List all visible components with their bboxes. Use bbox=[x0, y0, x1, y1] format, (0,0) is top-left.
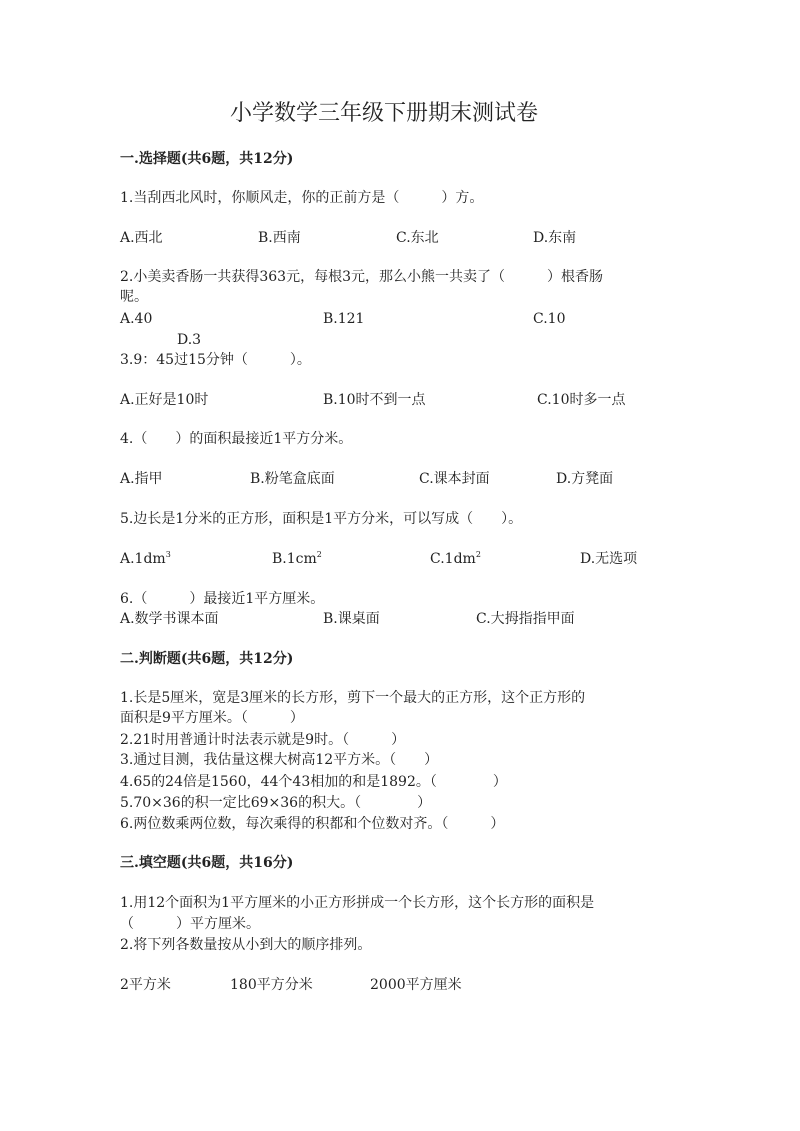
option-a: A.西北 bbox=[120, 230, 163, 246]
option-text: B.1cm bbox=[272, 551, 317, 567]
fill-item: 2.将下列各数量按从小到大的顺序排列。 bbox=[120, 937, 372, 953]
option-d: D.无选项 bbox=[580, 551, 638, 567]
option-a: A.正好是10时 bbox=[120, 392, 209, 408]
option-superscript: 2 bbox=[475, 550, 481, 559]
page-title: 小学数学三年级下册期末测试卷 bbox=[230, 101, 539, 126]
judgment-item: 1.长是5厘米，宽是3厘米的长方形，剪下一个最大的正方形，这个正方形的 bbox=[120, 690, 586, 706]
option-b bbox=[272, 549, 322, 569]
question-stem-continuation: 呢。 bbox=[120, 289, 148, 305]
quantity-item: 180平方分米 bbox=[230, 977, 313, 993]
option-b: B.121 bbox=[323, 311, 365, 327]
judgment-item: 2.21时用普通计时法表示就是9时。（ ） bbox=[120, 732, 406, 748]
section-heading-true-false: 二.判断题(共6题，共12分) bbox=[120, 651, 294, 667]
option-c bbox=[430, 549, 481, 569]
judgment-item: 4.65的24倍是1560，44个43相加的和是1892。（ ） bbox=[120, 774, 507, 790]
question-stem: 1.当刮西北风时，你顺风走，你的正前方是（ ）方。 bbox=[120, 190, 484, 206]
question-stem: 4.（ ）的面积最接近1平方分米。 bbox=[120, 431, 353, 447]
fill-item: 1.用12个面积为1平方厘米的小正方形拼成一个长方形，这个长方形的面积是 bbox=[120, 895, 595, 911]
judgment-item: 3.通过目测，我估量这棵大树高12平方米。（ ） bbox=[120, 752, 439, 768]
option-d: D.方凳面 bbox=[556, 471, 614, 487]
option-d: D.东南 bbox=[533, 230, 577, 246]
judgment-item: 6.两位数乘两位数，每次乘得的积都和个位数对齐。（ ） bbox=[120, 816, 505, 832]
option-c: C.东北 bbox=[396, 230, 439, 246]
option-a: A.数学书课本面 bbox=[120, 611, 219, 627]
option-superscript: 2 bbox=[316, 550, 322, 559]
quantity-item: 2平方米 bbox=[120, 977, 171, 993]
judgment-item: 面积是9平方厘米。（ ） bbox=[120, 710, 304, 726]
option-c: C.课本封面 bbox=[419, 471, 490, 487]
question-stem: 3.9：45过15分钟（ ）。 bbox=[120, 352, 311, 368]
option-b: B.课桌面 bbox=[323, 611, 380, 627]
option-c: C.10 bbox=[533, 311, 566, 327]
option-c: C.大拇指指甲面 bbox=[476, 611, 575, 627]
section-heading-choice: 一.选择题(共6题，共12分) bbox=[120, 151, 294, 167]
option-a bbox=[120, 549, 171, 569]
question-stem: 5.边长是1分米的正方形，面积是1平方分米，可以写成（ ）。 bbox=[120, 511, 523, 527]
judgment-item: 5.70×36的积一定比69×36的积大。（ ） bbox=[120, 795, 432, 811]
option-c: C.10时多一点 bbox=[537, 392, 626, 408]
option-d: D.3 bbox=[177, 332, 202, 348]
question-stem: 6.（ ）最接近1平方厘米。 bbox=[120, 591, 325, 607]
option-text: A.1dm bbox=[120, 551, 166, 567]
fill-item: （ ）平方厘米。 bbox=[120, 916, 260, 932]
option-a: A.指甲 bbox=[120, 471, 163, 487]
option-b: B.西南 bbox=[258, 230, 301, 246]
quantity-item: 2000平方厘米 bbox=[370, 977, 462, 993]
question-stem: 2.小美卖香肠一共获得363元，每根3元，那么小熊一共卖了（ ）根香肠 bbox=[120, 269, 603, 285]
option-text: C.1dm bbox=[430, 551, 476, 567]
option-superscript: 3 bbox=[165, 550, 171, 559]
option-b: B.粉笔盒底面 bbox=[250, 471, 335, 487]
option-b: B.10时不到一点 bbox=[323, 392, 426, 408]
option-a: A.40 bbox=[120, 311, 153, 327]
section-heading-fill-blank: 三.填空题(共6题，共16分) bbox=[120, 855, 294, 871]
